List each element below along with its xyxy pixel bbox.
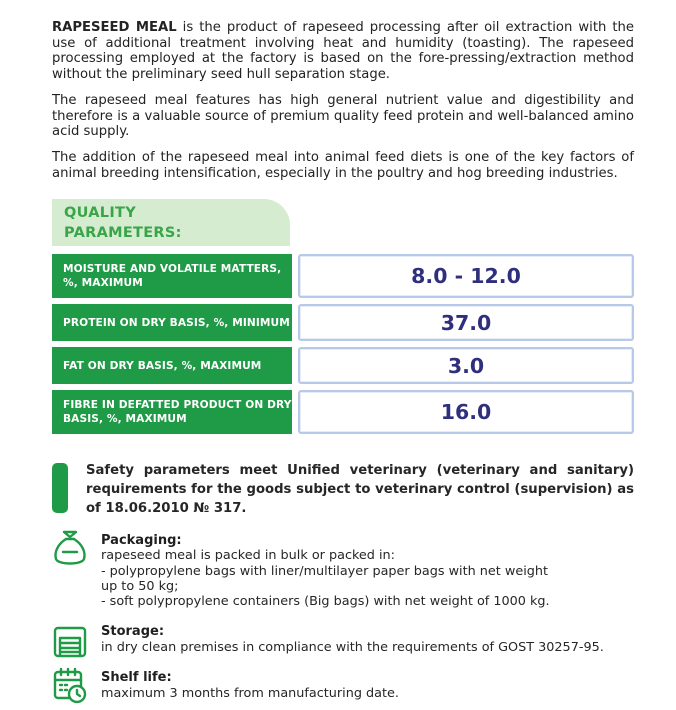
safety-note: Safety parameters meet Unified veterinary (veterinary and sanitary) requirements for the goods subject to veterinary control (supervision) as of 18.06.2010 № 317.	[86, 463, 634, 516]
shelf-life-line: maximum 3 months from manufacturing date.	[101, 686, 399, 701]
parameter-row-fat	[52, 347, 634, 384]
parameter-value: 16.0	[298, 390, 634, 434]
packaging-line: - soft polypropylene containers (Big bags) with net weight of 1000 kg.	[101, 594, 550, 609]
quality-parameters-title: QUALITY PARAMETERS:	[64, 205, 182, 241]
shelf-life-title: Shelf life:	[101, 670, 172, 685]
intro-paragraph-3: The addition of the rapeseed meal into animal feed diets is one of the key factors of animal breeding intensification, especially in the poultry and hog breeding industries.	[52, 150, 634, 181]
parameter-row-fibre	[52, 390, 634, 434]
parameter-label: PROTEIN ON DRY BASIS, %, MINIMUM	[52, 304, 292, 341]
intro-paragraph-1-text: is the product of rapeseed processing after oil extraction with the use of additional treatment involving heat and humidity (toasting). The rapeseed processing employed at the factory is based on the fore-pressing/extraction method without the preliminary seed hull separation stage.	[52, 20, 634, 82]
parameter-value: 37.0	[298, 304, 634, 341]
intro-paragraph-1	[52, 20, 634, 82]
storage-title: Storage:	[101, 624, 165, 639]
parameter-label: FAT ON DRY BASIS, %, MAXIMUM	[52, 347, 292, 384]
packaging-line: rapeseed meal is packed in bulk or packed in:	[101, 548, 395, 563]
parameter-row-protein	[52, 304, 634, 341]
storage-line: in dry clean premises in compliance with the requirements of GOST 30257-95.	[101, 640, 604, 655]
parameter-value: 8.0 - 12.0	[298, 254, 634, 298]
safety-accent-bar	[52, 463, 68, 513]
product-name: RAPESEED MEAL	[52, 20, 177, 35]
parameter-label: MOISTURE AND VOLATILE MATTERS, %, MAXIMUM	[52, 254, 292, 298]
packaging-title: Packaging:	[101, 533, 182, 548]
parameter-row-moisture	[52, 254, 634, 298]
intro-paragraph-2: The rapeseed meal features has high general nutrient value and digestibility and therefore is a valuable source of premium quality feed protein and well-balanced amino acid supply.	[52, 93, 634, 139]
quality-parameters-header	[52, 199, 290, 246]
warehouse-icon	[52, 624, 88, 660]
sack-icon	[52, 528, 88, 568]
parameter-label: FIBRE IN DEFATTED PRODUCT ON DRY BASIS, %, MAXIMUM	[52, 390, 292, 434]
packaging-line: up to 50 kg;	[101, 579, 179, 594]
calendar-clock-icon	[52, 667, 88, 705]
parameter-value: 3.0	[298, 347, 634, 384]
packaging-line: - polypropylene bags with liner/multilayer paper bags with net weight	[101, 564, 549, 579]
